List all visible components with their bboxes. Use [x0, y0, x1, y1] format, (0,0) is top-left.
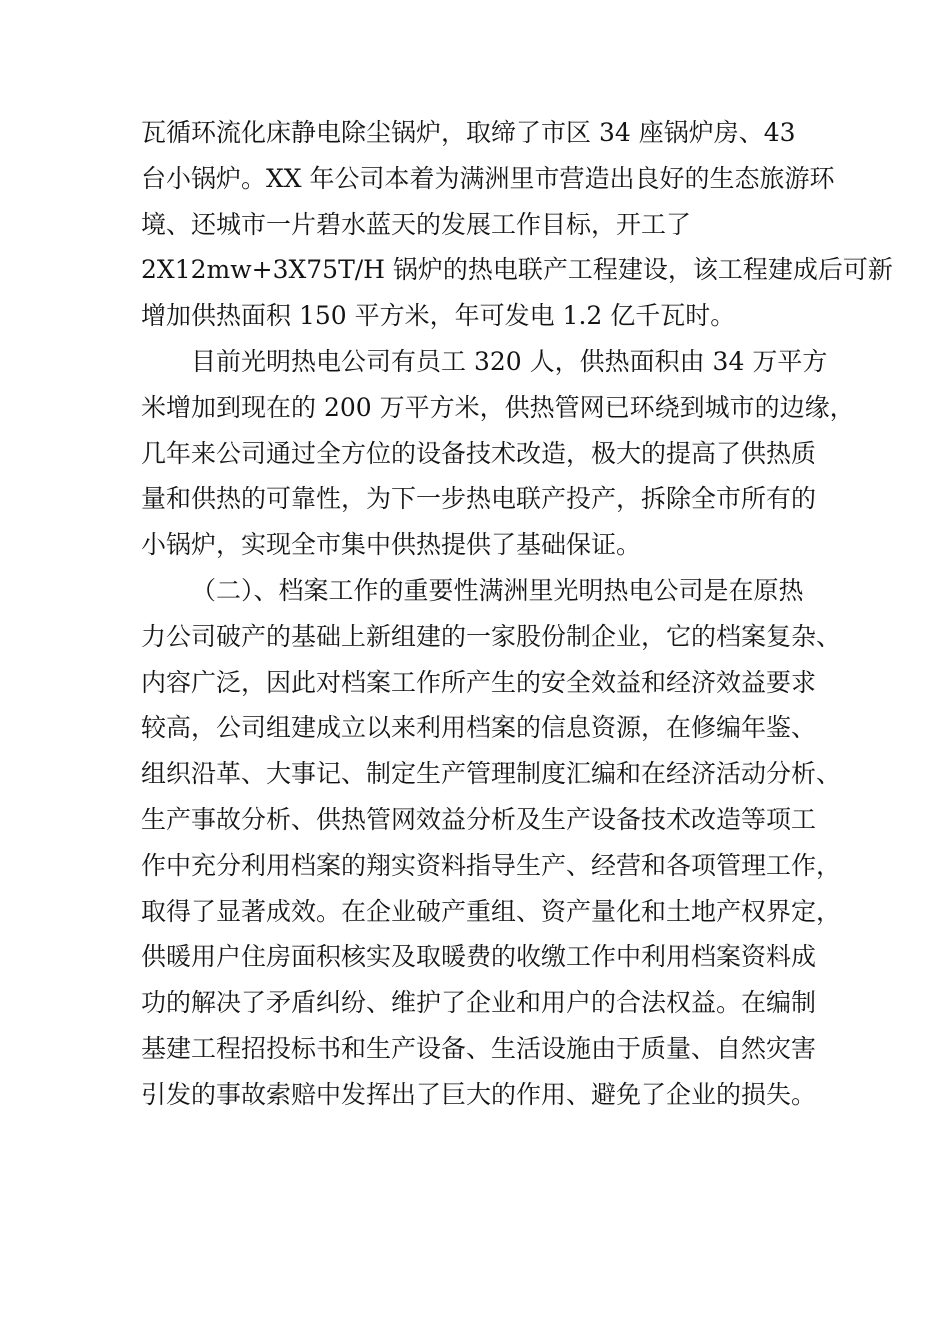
text-line: 内容广泛，因此对档案工作所产生的安全效益和经济效益要求	[141, 667, 817, 697]
text-line: 较高，公司组建成立以来利用档案的信息资源，在修编年鉴、	[141, 713, 817, 743]
text-line: 增加供热面积 150 平方米，年可发电 1.2 亿千瓦时。	[141, 301, 736, 331]
text-line: 量和供热的可靠性，为下一步热电联产投产，拆除全市所有的	[141, 484, 817, 514]
text-line: 生产事故分析、供热管网效益分析及生产设备技术改造等项工	[141, 804, 817, 834]
text-line: 小锅炉，实现全市集中供热提供了基础保证。	[141, 530, 642, 560]
text-line: 基建工程招投标书和生产设备、生活设施由于质量、自然灾害	[141, 1033, 817, 1063]
text-line: 组织沿革、大事记、制定生产管理制度汇编和在经济活动分析、	[141, 759, 842, 789]
text-line: 作中充分利用档案的翔实资料指导生产、经营和各项管理工作，	[141, 850, 842, 880]
text-line: 力公司破产的基础上新组建的一家股份制企业，它的档案复杂、	[141, 621, 842, 651]
text-line: 境、还城市一片碧水蓝天的发展工作目标，开工了	[141, 209, 692, 239]
text-line: 台小锅炉。XX 年公司本着为满洲里市营造出良好的生态旅游环	[141, 163, 835, 193]
text-line: 目前光明热电公司有员工 320 人，供热面积由 34 万平方	[191, 346, 828, 376]
body-text	[141, 110, 893, 1118]
text-line: 功的解决了矛盾纠纷、维护了企业和用户的合法权益。在编制	[141, 988, 817, 1018]
text-line: 2X12mw+3X75T/H 锅炉的热电联产工程建设，该工程建成后可新	[141, 255, 893, 285]
text-line: 几年来公司通过全方位的设备技术改造，极大的提高了供热质	[141, 438, 817, 468]
text-line: 瓦循环流化床静电除尘锅炉，取缔了市区 34 座锅炉房、43	[141, 118, 796, 147]
text-line: 供暖用户住房面积核实及取暖费的收缴工作中利用档案资料成	[141, 942, 817, 972]
text-line: 米增加到现在的 200 万平方米，供热管网已环绕到城市的边缘，	[141, 392, 855, 422]
text-line: 取得了显著成效。在企业破产重组、资产量化和土地产权界定，	[141, 896, 842, 926]
text-line: 引发的事故索赔中发挥出了巨大的作用、避免了企业的损失。	[141, 1079, 817, 1109]
text-line: （二）、档案工作的重要性满洲里光明热电公司是在原热	[191, 575, 804, 605]
